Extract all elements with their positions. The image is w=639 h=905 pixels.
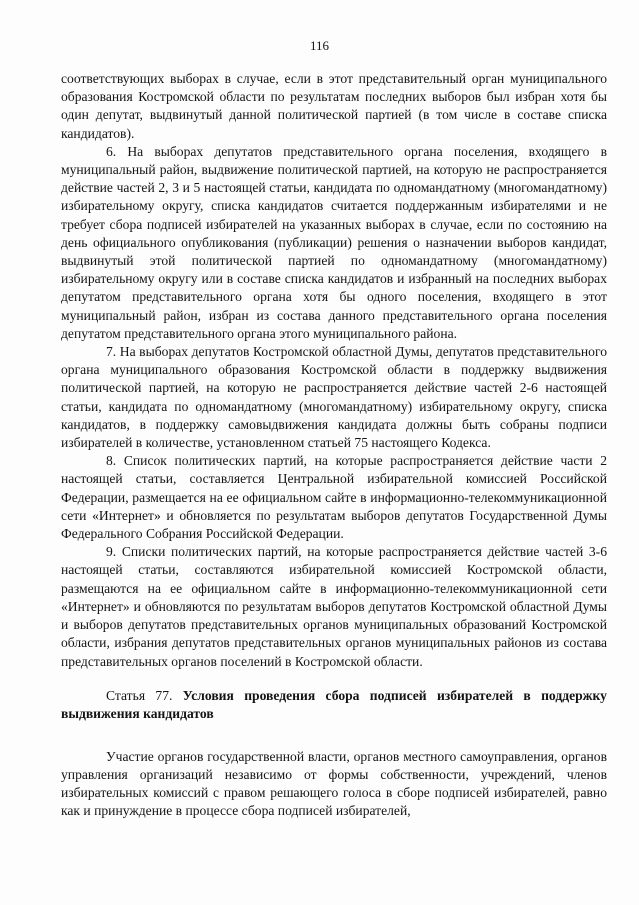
paragraph-item-9: 9. Списки политических партий, на которые распространяется действие частей 3-6 настоящей статьи, составляются избирательной комиссией Костромской области, размещаются на ее официальном сайте в информационно-телекоммуникационной сети «Интернет» и обновляются по результатам выборов депутатов Костромской областной Думы и выборов депутатов представительных органов муниципальных образований Костромской области, избрания депутатов представительных органов муниципальных районов из состава представительных органов поселений в Костромской области.	[61, 544, 607, 669]
paragraph-item-6: 6. На выборах депутатов представительного органа поселения, входящего в муниципальный район, выдвижение политической партией, на которую не распространяется действие частей 2, 3 и 5 настоящей статьи, кандидата по одномандатному (многомандатному) избирательному округу, списка кандидатов считается поддержанным избирателями и не требует сбора подписей избирателей на указанных выборах в случае, если по состоянию на день официального опубликования (публикации) решения о назначении выборов кандидат, выдвинутый этой политической партией по одномандатному (многомандатному) избирательному округу или в составе списка кандидатов и избранный на последних выборах депутатом представительного органа хотя бы одного поселения, входящего в этот муниципальный район, избран из состава данного представительного органа поселения депутатом представительного органа этого муниципального района.	[61, 143, 607, 341]
paragraph-article-body: Участие органов государственной власти, органов местного самоуправления, органов управления организаций независимо от формы собственности, учреждений, членов избирательных комиссий с правом решающего голоса в сборе подписей избирателей, равно как и принуждение в процессе сбора подписей избирателей,	[61, 748, 607, 819]
document-body	[61, 70, 607, 820]
article-title: Условия проведения сбора подписей избирателей в поддержку выдвижения кандидатов	[61, 687, 607, 722]
article-number: Статья 77.	[106, 687, 173, 703]
paragraph-item-8: 8. Список политических партий, на которые распространяется действие части 2 настоящей статьи, составляется Центральной избирательной комиссией Российской Федерации, размещается на ее официальном сайте в информационно-телекоммуникационной сети «Интернет» и обновляется по результатам выборов депутатов Государственной Думы Федерального Собрания Российской Федерации.	[61, 453, 607, 542]
page-number: 116	[309, 38, 330, 53]
section-spacer	[61, 724, 607, 748]
article-heading	[61, 687, 607, 724]
paragraph-item-7: 7. На выборах депутатов Костромской областной Думы, депутатов представительного органа муниципального образования Костромской области в поддержку выдвижения политической партией, на которую не распространяется действие частей 2-6 настоящей статьи, кандидата по одномандатному (многомандатному) избирательному округу, списка кандидатов, в поддержку самовыдвижения кандидата должны быть собраны подписи избирателей в количестве, установленном статьей 75 настоящего Кодекса.	[61, 344, 607, 451]
paragraph-continuation: соответствующих выборах в случае, если в этот представительный орган муниципального образования Костромской области по результатам последних выборов был избран хотя бы один депутат, выдвинутый данной политической партией (в том числе в составе списка кандидатов).	[61, 71, 607, 141]
